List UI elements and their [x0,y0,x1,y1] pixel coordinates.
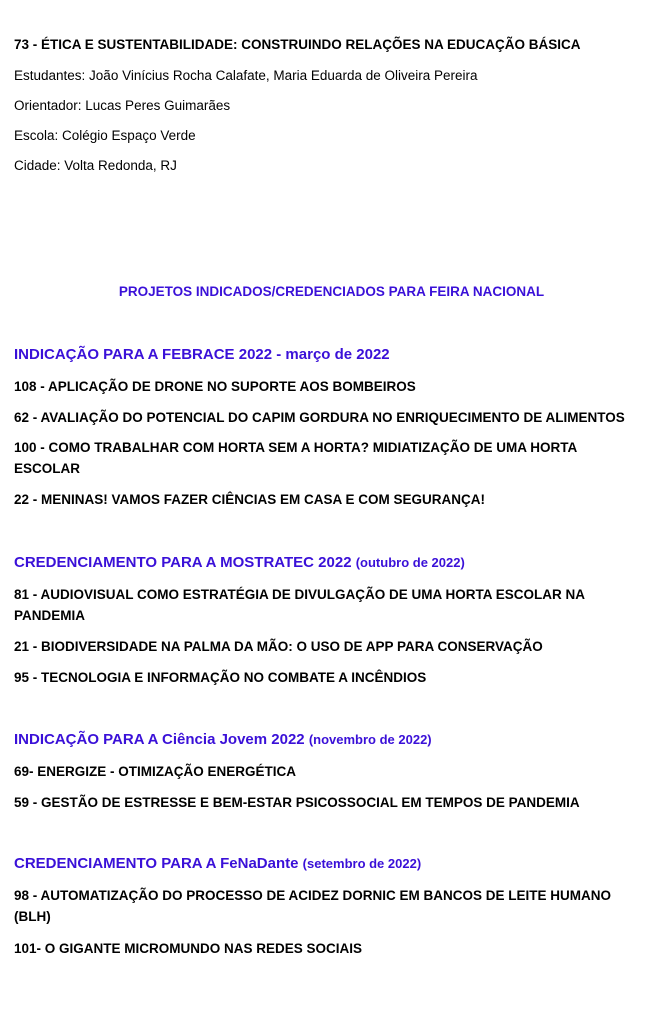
project-73-title: 73 - ÉTICA E SUSTENTABILIDADE: CONSTRUINDO RELAÇÕES NA EDUCAÇÃO BÁSICA [14,37,581,52]
section-ciencia-jovem-heading [14,731,432,749]
list-item: 62 - AVALIAÇÃO DO POTENCIAL DO CAPIM GORDURA NO ENRIQUECIMENTO DE ALIMENTOS [14,410,625,425]
section-febrace-title: INDICAÇÃO PARA A FEBRACE 2022 - março de 2022 [14,346,390,363]
section-fenadante-title: CREDENCIAMENTO PARA A FeNaDante [14,855,299,872]
section-mostratec-title: CREDENCIAMENTO PARA A MOSTRATEC 2022 [14,554,352,571]
list-item: 59 - GESTÃO DE ESTRESSE E BEM-ESTAR PSICOSSOCIAL EM TEMPOS DE PANDEMIA [14,795,580,810]
list-item: 98 - AUTOMATIZAÇÃO DO PROCESSO DE ACIDEZ DORNIC EM BANCOS DE LEITE HUMANO (BLH) [14,888,612,924]
list-item: 100 - COMO TRABALHAR COM HORTA SEM A HORTA? MIDIATIZAÇÃO DE UMA HORTA ESCOLAR [14,440,577,476]
list-item: 69- ENERGIZE - OTIMIZAÇÃO ENERGÉTICA [14,764,297,779]
list-item: 108 - APLICAÇÃO DE DRONE NO SUPORTE AOS BOMBEIROS [14,379,416,394]
project-73-students: Estudantes: João Vinícius Rocha Calafate, Maria Eduarda de Oliveira Pereira [14,68,478,83]
project-73-city: Cidade: Volta Redonda, RJ [14,158,177,173]
section-febrace-heading [14,346,390,364]
section-mostratec-heading [14,554,465,572]
main-heading: PROJETOS INDICADOS/CREDENCIADOS PARA FEIRA NACIONAL [118,284,545,299]
list-item: 95 - TECNOLOGIA E INFORMAÇÃO NO COMBATE A INCÊNDIOS [14,670,427,685]
list-item: 21 - BIODIVERSIDADE NA PALMA DA MÃO: O USO DE APP PARA CONSERVAÇÃO [14,639,543,654]
project-73-school: Escola: Colégio Espaço Verde [14,128,196,143]
section-ciencia-jovem-date: (novembro de 2022) [308,732,432,747]
list-item: 81 - AUDIOVISUAL COMO ESTRATÉGIA DE DIVULGAÇÃO DE UMA HORTA ESCOLAR NA PANDEMIA [14,587,585,623]
document-page [14,36,649,956]
section-fenadante-date: (setembro de 2022) [302,856,422,871]
list-item: 101- O GIGANTE MICROMUNDO NAS REDES SOCIAIS [14,941,363,956]
section-ciencia-jovem-title: INDICAÇÃO PARA A Ciência Jovem 2022 [14,731,305,748]
section-mostratec-date: (outubro de 2022) [355,555,465,570]
section-fenadante-heading [14,855,421,873]
project-73-advisor: Orientador: Lucas Peres Guimarães [14,98,231,113]
list-item: 22 - MENINAS! VAMOS FAZER CIÊNCIAS EM CASA E COM SEGURANÇA! [14,492,486,507]
